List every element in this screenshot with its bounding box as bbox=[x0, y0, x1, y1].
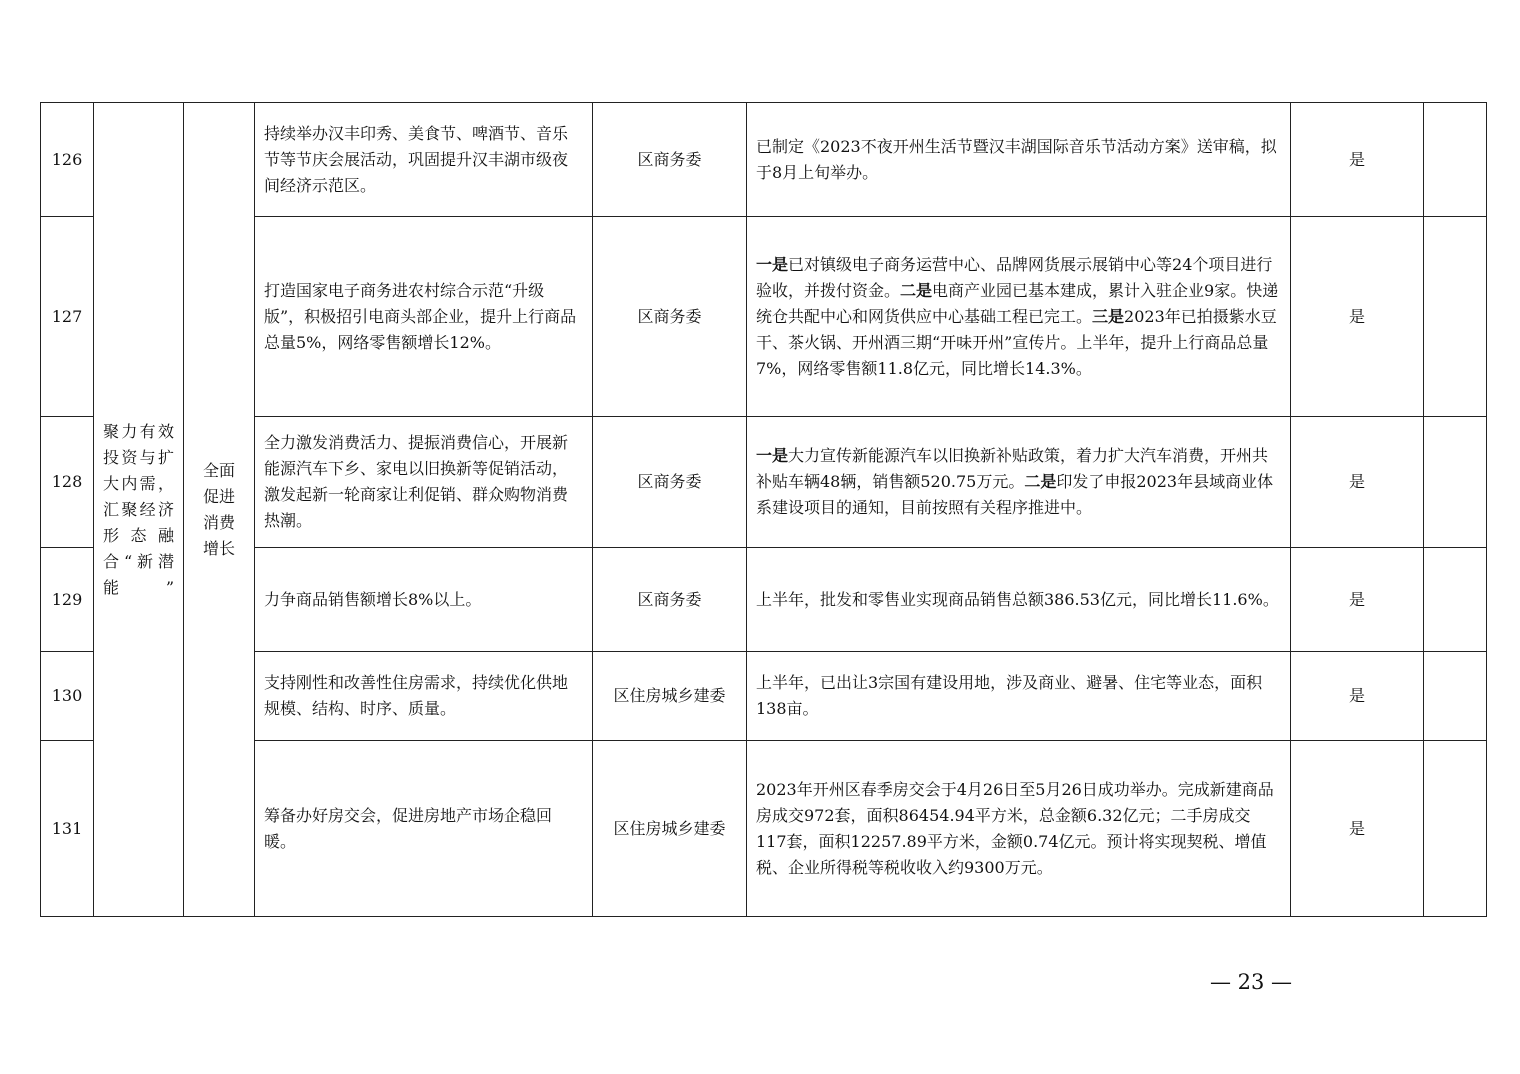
department-cell: 区商务委 bbox=[593, 217, 747, 417]
table-row bbox=[41, 741, 1487, 917]
progress-heading: 三是 bbox=[1092, 306, 1125, 326]
progress-text: 印发了申报2023年县域商业体系建设项目的通知，目前按照有关程序推进中。 bbox=[756, 472, 1274, 517]
progress-cell bbox=[747, 652, 1291, 741]
progress-text: 电商产业园已基本建成，累计入驻企业9家。快递统仓共配中心和网货供应中心基础工程已完工。 bbox=[756, 280, 1279, 326]
progress-heading: 二是 bbox=[1024, 472, 1057, 491]
progress-heading: 二是 bbox=[900, 280, 933, 300]
progress-heading: 一是 bbox=[756, 446, 789, 465]
remark-cell bbox=[1424, 741, 1487, 917]
task-cell: 力争商品销售额增长8%以上。 bbox=[255, 548, 593, 652]
task-progress-table bbox=[40, 102, 1487, 917]
row-number-cell: 128 bbox=[41, 417, 94, 548]
completed-cell: 是 bbox=[1291, 103, 1424, 217]
department-cell: 区商务委 bbox=[593, 103, 747, 217]
department-cell: 区商务委 bbox=[593, 548, 747, 652]
table-row bbox=[41, 217, 1487, 417]
remark-cell bbox=[1424, 417, 1487, 548]
table-row bbox=[41, 652, 1487, 741]
progress-text: 2023年开州区春季房交会于4月26日至5月26日成功举办。完成新建商品房成交972套，面积86454.94平方米，总金额6.32亿元；二手房成交117套，面积12257.89平方米，金额0.74亿元。预计将实现契税、增值税、企业所得税等税收收入约9300万元。 bbox=[756, 779, 1274, 877]
progress-cell bbox=[747, 548, 1291, 652]
progress-text: 上半年，已出让3宗国有建设用地，涉及商业、避暑、住宅等业态，面积138亩。 bbox=[756, 673, 1263, 718]
progress-text: 已制定《2023不夜开州生活节暨汉丰湖国际音乐节活动方案》送审稿，拟于8月上旬举办。 bbox=[756, 136, 1277, 182]
table-row bbox=[41, 417, 1487, 548]
row-number-cell: 127 bbox=[41, 217, 94, 417]
completed-cell: 是 bbox=[1291, 652, 1424, 741]
task-cell: 筹备办好房交会，促进房地产市场企稳回暖。 bbox=[255, 741, 593, 917]
row-number-cell: 131 bbox=[41, 741, 94, 917]
department-cell: 区商务委 bbox=[593, 417, 747, 548]
completed-cell: 是 bbox=[1291, 417, 1424, 548]
department-cell: 区住房城乡建委 bbox=[593, 652, 747, 741]
department-cell: 区住房城乡建委 bbox=[593, 741, 747, 917]
progress-text: 2023年已拍摄紫水豆干、茶火锅、开州酒三期“开味开州”宣传片。上半年，提升上行商品总量7%，网络零售额11.8亿元，同比增长14.3%。 bbox=[756, 306, 1277, 378]
category-secondary-cell bbox=[184, 103, 255, 917]
row-number-cell: 126 bbox=[41, 103, 94, 217]
completed-cell: 是 bbox=[1291, 741, 1424, 917]
table-row bbox=[41, 548, 1487, 652]
task-cell: 持续举办汉丰印秀、美食节、啤酒节、音乐节等节庆会展活动，巩固提升汉丰湖市级夜间经济示范区。 bbox=[255, 103, 593, 217]
table-row bbox=[41, 103, 1487, 217]
progress-cell bbox=[747, 417, 1291, 548]
remark-cell bbox=[1424, 217, 1487, 417]
task-cell: 全力激发消费活力、提振消费信心，开展新能源汽车下乡、家电以旧换新等促销活动，激发起新一轮商家让利促销、群众购物消费热潮。 bbox=[255, 417, 593, 548]
progress-text: 上半年，批发和零售业实现商品销售总额386.53亿元，同比增长11.6%。 bbox=[756, 589, 1279, 609]
progress-cell bbox=[747, 217, 1291, 417]
progress-text: 大力宣传新能源汽车以旧换新补贴政策，着力扩大汽车消费，开州共补贴车辆48辆，销售额520.75万元。 bbox=[756, 446, 1269, 491]
remark-cell bbox=[1424, 652, 1487, 741]
progress-heading: 一是 bbox=[756, 254, 789, 274]
task-cell: 打造国家电子商务进农村综合示范“升级版”，积极招引电商头部企业，提升上行商品总量5%，网络零售额增长12%。 bbox=[255, 217, 593, 417]
remark-cell bbox=[1424, 103, 1487, 217]
progress-cell bbox=[747, 741, 1291, 917]
category-primary-cell: 聚力有效投资与扩大内需，汇聚经济形态融合“新潜能” bbox=[94, 103, 184, 917]
category-secondary-text: 全面促进消费增长 bbox=[203, 460, 236, 558]
page-number: — 23 — bbox=[1209, 970, 1293, 994]
progress-text: 已对镇级电子商务运营中心、品牌网货展示展销中心等24个项目进行验收，并拨付资金。 bbox=[756, 254, 1273, 300]
progress-cell bbox=[747, 103, 1291, 217]
completed-cell: 是 bbox=[1291, 548, 1424, 652]
row-number-cell: 129 bbox=[41, 548, 94, 652]
remark-cell bbox=[1424, 548, 1487, 652]
completed-cell: 是 bbox=[1291, 217, 1424, 417]
row-number-cell: 130 bbox=[41, 652, 94, 741]
task-cell: 支持刚性和改善性住房需求，持续优化供地规模、结构、时序、质量。 bbox=[255, 652, 593, 741]
